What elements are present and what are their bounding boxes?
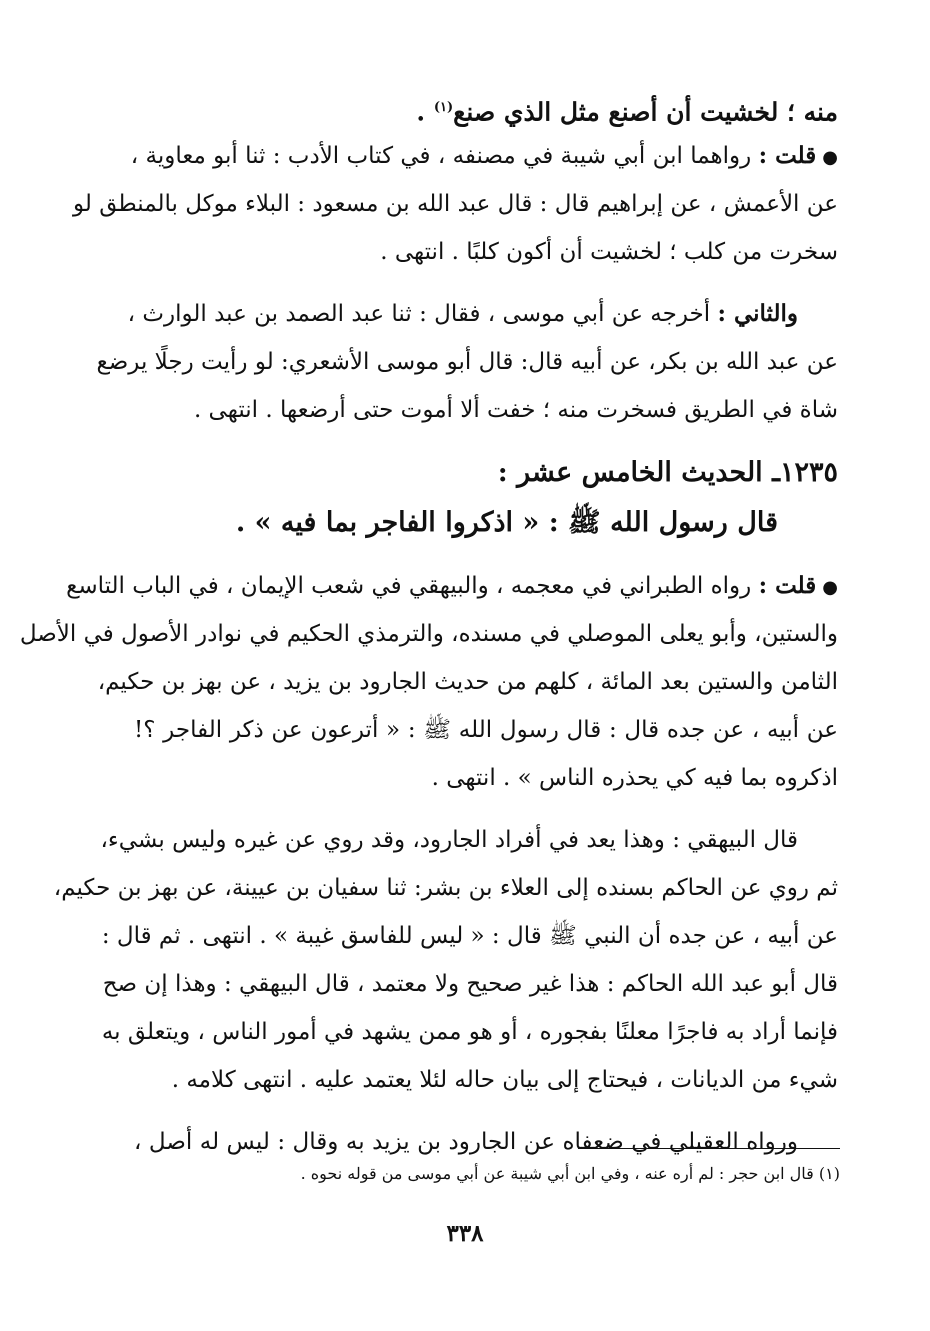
qult-label: قلت : — [758, 142, 817, 169]
text-line: سخرت من كلب ؛ لخشيت أن أكون كلبًا . انتهى . — [380, 239, 838, 265]
paragraph-second — [96, 290, 838, 434]
text-line: اذكروه بما فيه كي يحذره الناس » . انتهى . — [431, 765, 838, 791]
text-line: فإنما أراد به فاجرًا معلنًا بفجوره ، أو هو ممن يشهد في أمور الناس ، ويتعلق به — [101, 1019, 838, 1045]
paragraph-qult-2 — [19, 562, 838, 802]
spacer — [134, 276, 838, 290]
text-line: والستين، وأبو يعلى الموصلي في مسنده، والترمذي الحكيم في نوادر الأصول في الأصل — [19, 621, 838, 647]
footnote-ref: (١) — [433, 100, 454, 115]
bullet-icon: ● — [822, 577, 838, 598]
qult-label: قلت : — [758, 572, 817, 599]
footnote: (١) قال ابن حجر : لم أره عنه ، وفي ابن أبي شيبة عن أبي موسى من قوله نحوه . — [300, 1164, 840, 1183]
opening-text: منه ؛ لخشيت أن أصنع مثل الذي صنع — [453, 97, 838, 127]
spacer — [134, 802, 838, 816]
spacer — [134, 548, 838, 562]
line-text: أخرجه عن أبي موسى ، فقال : ثنا عبد الصمد بن عبد الوارث ، — [127, 301, 711, 327]
text-line — [130, 132, 838, 180]
text-line: عن عبد الله بن بكر، عن أبيه قال: قال أبو موسى الأشعري: لو رأيت رجلًا يرضع — [96, 349, 838, 375]
text-line: قال البيهقي : وهذا يعد في أفراد الجارود، وقد روي عن غيره وليس بشيء، — [100, 827, 798, 853]
footnote-divider — [578, 1148, 840, 1149]
text-line: ثم روي عن الحاكم بسنده إلى العلاء بن بشر: ثنا سفيان بن عيينة، عن بهز بن حكيم، — [53, 875, 838, 901]
page-number: ٣٣٨ — [446, 1220, 484, 1247]
text-line: عن أبيه ، عن جده قال : قال رسول الله ﷺ : « أترعون عن ذكر الفاجر ؟! — [134, 717, 838, 743]
spacer — [134, 1104, 838, 1118]
opening-line — [134, 84, 838, 132]
text-line — [66, 562, 838, 610]
text-line: شاة في الطريق فسخرت منه ؛ خفت ألا أموت حتى أرضعها . انتهى . — [193, 397, 838, 423]
hadith-heading-text: قال رسول الله ﷺ : « اذكروا الفاجر بما فيه » . — [235, 507, 778, 538]
second-label: والثاني : — [717, 300, 798, 327]
text-line: عن الأعمش ، عن إبراهيم قال : قال عبد الله بن مسعود : البلاء موكل بالمنطق لو — [73, 191, 838, 217]
bullet-icon: ● — [822, 147, 838, 168]
text-line: ورواه العقيلي في ضعفاه عن الجارود بن يزيد به وقال : ليس له أصل ، — [134, 1129, 798, 1155]
text-line: عن أبيه ، عن جده أن النبي ﷺ قال : « ليس للفاسق غيبة » . انتهى . ثم قال : — [101, 923, 838, 949]
line-text: رواهما ابن أبي شيبة في مصنفه ، في كتاب الأدب : ثنا أبو معاوية ، — [130, 143, 752, 169]
opening-end: . — [416, 97, 434, 127]
text-line — [127, 290, 838, 338]
text-line: شيء من الديانات ، فيحتاج إلى بيان حاله لئلا يعتمد عليه . انتهى كلامه . — [171, 1067, 838, 1093]
hadith-heading-number: ١٢٣٥ـ الحديث الخامس عشر : — [497, 457, 838, 488]
line-text: رواه الطبراني في معجمه ، والبيهقي في شعب الإيمان ، في الباب التاسع — [66, 573, 752, 599]
spacer — [134, 434, 838, 448]
paragraph-qult-1 — [73, 132, 838, 276]
text-line: الثامن والستين بعد المائة ، كلهم من حديث الجارود بن يزيد ، عن بهز بن حكيم، — [97, 669, 838, 695]
text-line: قال أبو عبد الله الحاكم : هذا غير صحيح ولا معتمد ، قال البيهقي : وهذا إن صح — [102, 971, 838, 997]
paragraph-bayhaqi — [53, 816, 838, 1104]
